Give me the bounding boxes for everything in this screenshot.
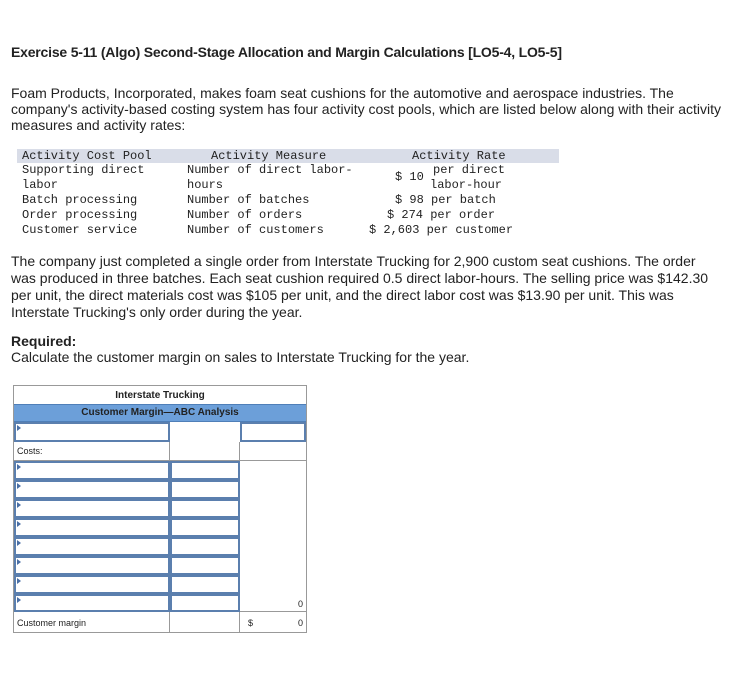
cost-item-label-input[interactable]: [14, 537, 170, 556]
dropdown-arrow-icon: [17, 483, 21, 489]
costs-label: Costs:: [17, 446, 43, 456]
cost-item-amount-input[interactable]: [170, 480, 240, 499]
cost-item-label-input[interactable]: [14, 556, 170, 575]
total-costs-value: 0: [297, 599, 303, 609]
dropdown-arrow-icon: [17, 597, 21, 603]
worksheet-title: Interstate Trucking: [115, 390, 205, 401]
cost-item-label-input[interactable]: [14, 575, 170, 594]
activity-row: Order processing Number of orders $ 274 per order: [22, 208, 496, 222]
header-activity-rate: Activity Rate: [412, 149, 506, 163]
activity-row: Supporting direct labor Number of direct labor- hours $ 10 per direct labor-hour: [22, 163, 506, 192]
cost-item-label-input[interactable]: [14, 461, 170, 480]
worksheet-row: [14, 575, 306, 594]
activity-table-header: [17, 149, 559, 163]
customer-margin-worksheet: [13, 385, 307, 633]
dropdown-arrow-icon: [17, 464, 21, 470]
cost-item-amount-input[interactable]: [170, 537, 240, 556]
dropdown-arrow-icon: [17, 559, 21, 565]
line-item-amount-input[interactable]: [240, 422, 306, 442]
dropdown-arrow-icon: [17, 521, 21, 527]
worksheet-row: [14, 461, 306, 480]
worksheet-row: [14, 594, 306, 612]
activity-row: Batch processing Number of batches $ 98 per batch: [22, 193, 496, 207]
customer-margin-dollar: $: [248, 618, 254, 628]
cost-item-amount-input[interactable]: [170, 499, 240, 518]
cost-item-amount-input[interactable]: [170, 556, 240, 575]
cost-item-label-input[interactable]: [14, 518, 170, 537]
intro-paragraph: Foam Products, Incorporated, makes foam seat cushions for the automotive and aerospace industries. The company's activity-based costing system has four activity cost pools, which are listed below along with their activity measures and activity rates:: [11, 85, 721, 133]
customer-margin-label: Customer margin: [17, 618, 87, 628]
exercise-title: Exercise 5-11 (Algo) Second-Stage Allocation and Margin Calculations [LO5-4, LO5-5]: [11, 44, 562, 60]
cost-item-label-input[interactable]: [14, 499, 170, 518]
header-activity-measure: Activity Measure: [211, 149, 327, 163]
worksheet-row: [14, 612, 306, 632]
order-details-paragraph: The company just completed a single order from Interstate Trucking for 2,900 custom seat cushions. The order was produced in three batches. Each seat cushion required 0.5 direct labor-hours. The selling price was $142.30 per unit, the direct materials cost was $105 per unit, and the direct labor cost was $13.90 per unit. This was Interstate Trucking's only order during the year.: [11, 253, 709, 320]
dropdown-arrow-icon: [17, 540, 21, 546]
worksheet-row: [14, 518, 306, 537]
worksheet-subtitle: Customer Margin—ABC Analysis: [14, 404, 306, 422]
activity-rates-table: [17, 149, 559, 238]
cost-item-amount-input[interactable]: [170, 518, 240, 537]
dropdown-arrow-icon: [17, 502, 21, 508]
worksheet-row: [14, 556, 306, 575]
worksheet-row: [14, 422, 306, 442]
worksheet-row: [14, 537, 306, 556]
customer-margin-value: 0: [297, 618, 303, 628]
dropdown-arrow-icon: [17, 425, 21, 431]
dropdown-arrow-icon: [17, 578, 21, 584]
required-label: Required:: [11, 333, 77, 349]
cost-item-label-input[interactable]: [14, 594, 170, 612]
header-cost-pool: Activity Cost Pool: [22, 149, 152, 163]
activity-row: Customer service Number of customers $ 2,603 per customer: [22, 223, 514, 237]
required-text: Calculate the customer margin on sales to Interstate Trucking for the year.: [11, 349, 470, 365]
cost-item-label-input[interactable]: [14, 480, 170, 499]
cost-item-amount-input[interactable]: [170, 575, 240, 594]
worksheet-row: [14, 499, 306, 518]
line-item-label-input[interactable]: [14, 422, 170, 442]
worksheet-row: [14, 442, 306, 461]
cost-item-amount-input[interactable]: [170, 594, 240, 612]
cost-item-amount-input[interactable]: [170, 461, 240, 480]
worksheet-row: [14, 480, 306, 499]
